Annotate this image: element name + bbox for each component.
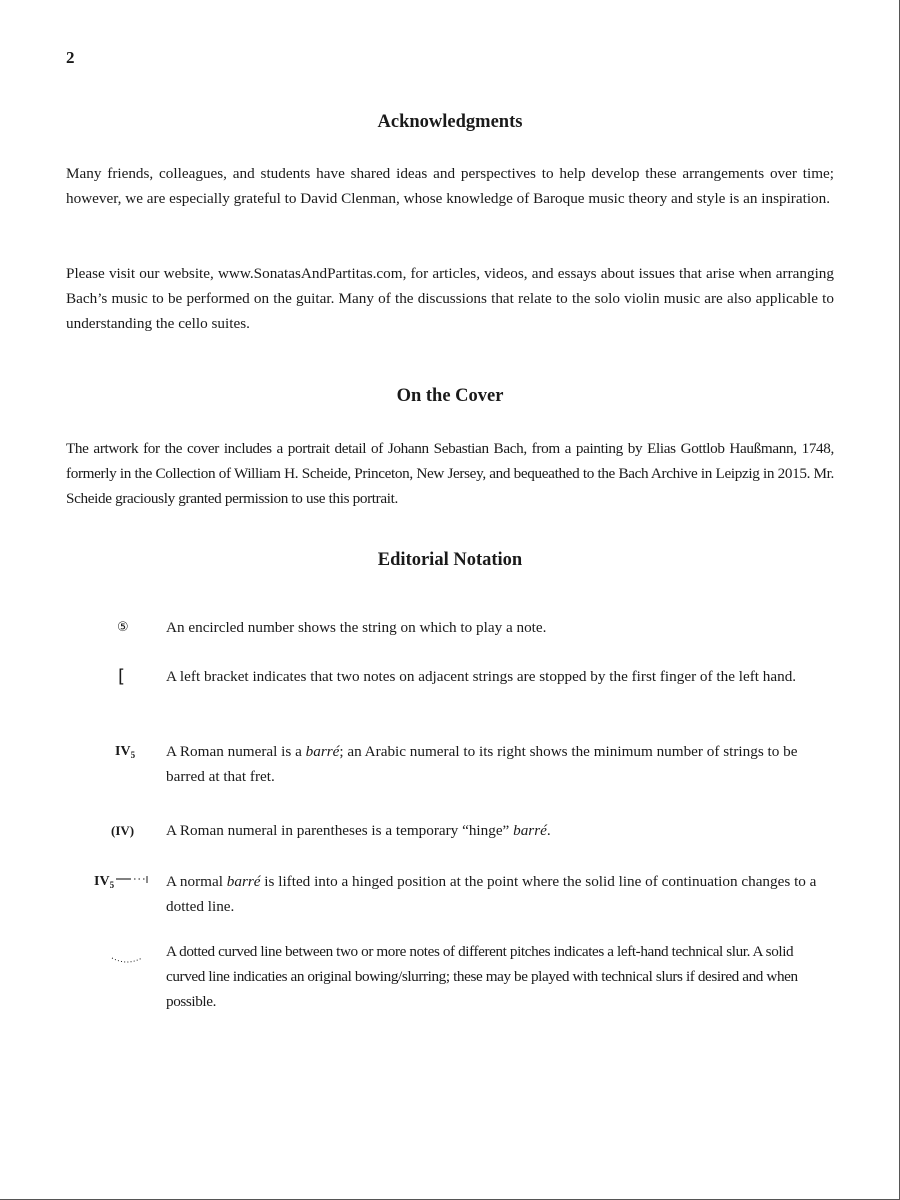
roman-numeral: IV: [115, 744, 131, 759]
description-text: is lifted into a hinged position at the point where the solid line of continuation changes to a dotted line.: [166, 873, 817, 915]
description-text: A Roman numeral is a: [166, 743, 306, 760]
continuation-line-icon: [114, 872, 150, 886]
notation-description: [166, 818, 834, 843]
cover-heading: On the Cover: [396, 386, 504, 406]
barre-term: barré: [513, 822, 547, 839]
roman-numeral: IV: [94, 874, 110, 889]
barre-term: barré: [226, 873, 261, 890]
barre-term: barré: [305, 743, 340, 760]
description-text: .: [546, 822, 551, 839]
notation-heading: Editorial Notation: [377, 550, 523, 570]
hinge-barre-symbol: (IV): [111, 823, 135, 838]
description-text: A Roman numeral in parentheses is a temporary “hinge”: [166, 822, 514, 839]
string-count: 5: [109, 880, 115, 890]
dotted-slur-icon: [110, 953, 144, 967]
left-bracket-symbol: [: [118, 666, 126, 687]
acknowledgments-heading: Acknowledgments: [377, 112, 523, 132]
page-number: 2: [66, 48, 75, 67]
notation-description: An encircled number shows the string on which to play a note.: [166, 619, 547, 636]
notation-description: [166, 869, 834, 919]
notation-description: [166, 739, 834, 789]
acknowledgments-paragraph-1: Many friends, colleagues, and students have shared ideas and perspectives to help develop these arrangements over time; however, we are especially grateful to David Clenman, whose knowledge of Baroque music theory and style is an inspiration.: [66, 165, 834, 207]
notation-description: A left bracket indicates that two notes on adjacent strings are stopped by the first finger of the left hand.: [166, 668, 797, 685]
cover-paragraph: The artwork for the cover includes a portrait detail of Johann Sebastian Bach, from a painting by Elias Gottlob Haußmann, 1748, formerly in the Collection of William H. Scheide, Princeton, New Jersey, and bequeathed to the Bach Archive in Leipzig in 2015. Mr. Scheide graciously granted permission to use this portrait.: [66, 440, 834, 507]
acknowledgments-paragraph-2: Please visit our website, www.SonatasAndPartitas.com, for articles, videos, and essays about issues that arise when arranging Bach’s music to be performed on the guitar. Many of the discussions that relate to the solo violin music are also applicable to understanding the cello suites.: [66, 265, 834, 332]
description-text: ; an Arabic numeral to its right shows the minimum number of strings to be barred at that fret.: [166, 743, 798, 785]
circled-five-symbol: ⑤: [117, 620, 129, 635]
barre-continuation-symbol: [94, 869, 150, 898]
string-count: 5: [130, 750, 136, 760]
description-text: A normal: [166, 873, 227, 890]
barre-symbol: [115, 739, 135, 768]
notation-description: A dotted curved line between two or more notes of different pitches indicates a left-hand technical slur. A solid curved line indicaties an original bowing/slurring; these may be played with technical slurs if desired and when possible.: [166, 943, 798, 1010]
